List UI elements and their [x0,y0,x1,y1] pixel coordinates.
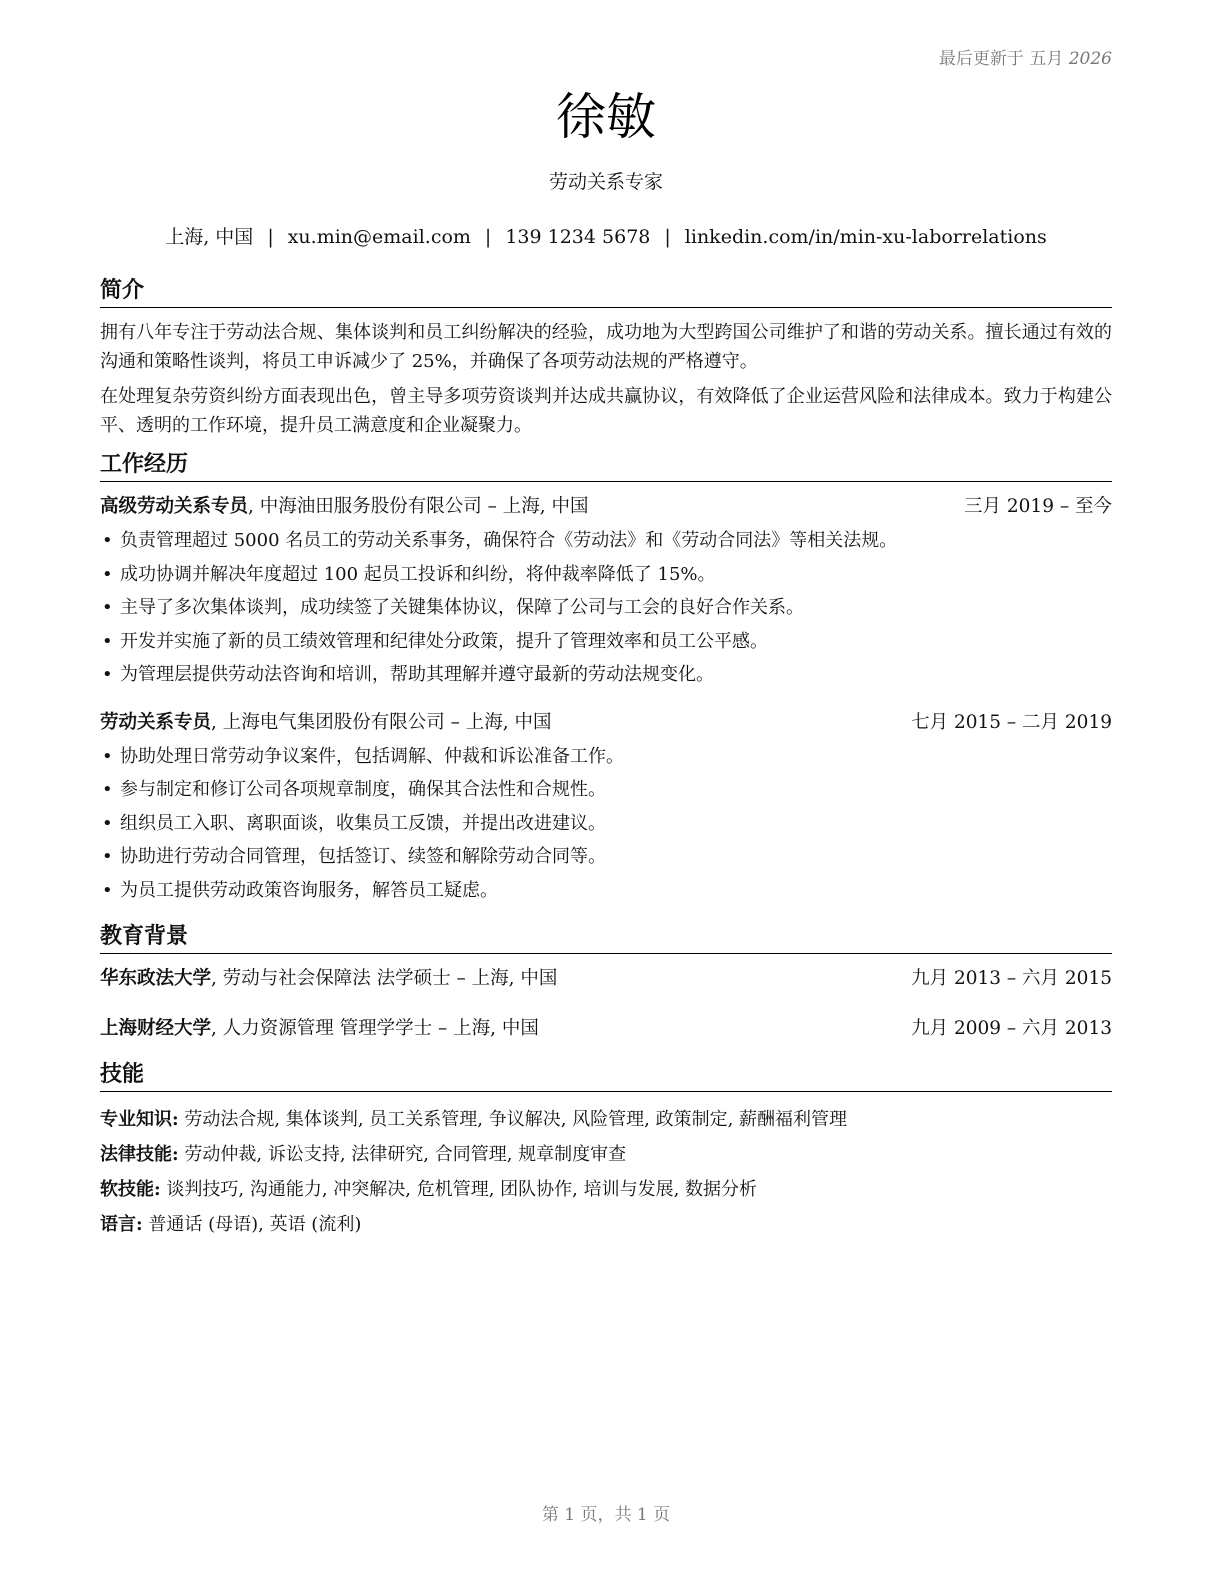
section-title-skills: 技能 [100,1060,1112,1092]
skill-line [100,1172,1112,1207]
updated-year: 2026 [1068,49,1112,69]
contact-linkedin[interactable]: linkedin.com/in/min-xu-laborrelations [684,226,1047,248]
updated-month: 五月 [1029,49,1064,69]
skill-value: 劳动仲裁, 诉讼支持, 法律研究, 合同管理, 规章制度审查 [178,1144,627,1165]
job-position: 劳动关系专员 [100,711,212,733]
contact-phone: 139 1234 5678 [505,226,651,248]
skill-label: 语言: [100,1214,143,1235]
education-school: 华东政法大学 [100,968,212,989]
summary-paragraph: 拥有八年专注于劳动法合规、集体谈判和员工纠纷解决的经验，成功地为大型跨国公司维护了和谐的劳动关系。擅长通过有效的沟通和策略性谈判，将员工申诉减少了 25%，并确保了各项劳动法规的严格遵守。 [100,322,1112,372]
skill-value: 普通话 (母语), 英语 (流利) [142,1214,362,1235]
skill-label: 法律技能: [100,1144,179,1165]
candidate-role: 劳动关系专家 [548,171,663,193]
education-entry [100,964,1112,994]
education-entry [100,1014,1112,1044]
job-bullet: • 组织员工入职、离职面谈，收集员工反馈，并提出改进建议。 [100,807,1112,841]
contact-separator: | [484,226,492,248]
section-title-education: 教育背景 [100,922,1112,954]
job-bullet: • 主导了多次集体谈判，成功续签了关键集体协议，保障了公司与工会的良好合作关系。 [100,591,1112,625]
job-bullets [100,524,1112,692]
education-section [100,922,1112,1064]
job-bullet: • 开发并实施了新的员工绩效管理和纪律处分政策，提升了管理效率和员工公平感。 [100,625,1112,659]
resume-page [100,0,1112,1584]
job-org: , 上海电气集团股份有限公司 – 上海, 中国 [211,711,552,733]
job-bullet: • 协助处理日常劳动争议案件，包括调解、仲裁和诉讼准备工作。 [100,740,1112,774]
job-bullet: • 成功协调并解决年度超过 100 起员工投诉和纠纷，将仲裁率降低了 15%。 [100,558,1112,592]
job-bullet: • 为管理层提供劳动法咨询和培训，帮助其理解并遵守最新的劳动法规变化。 [100,658,1112,692]
education-line [100,964,557,994]
job-dates: 三月 2019 – 至今 [964,496,1112,517]
page-number-footer: 第 1 页，共 1 页 [541,1505,671,1525]
job-bullet: • 负责管理超过 5000 名员工的劳动关系事务，确保符合《劳动法》和《劳动合同法》等相关法规。 [100,524,1112,558]
job-title-line [100,708,552,738]
job-org: , 中海油田服务股份有限公司 – 上海, 中国 [248,496,589,517]
job-header [100,708,1112,738]
section-title-summary: 简介 [100,276,1112,308]
education-detail: , 人力资源管理 管理学学士 – 上海, 中国 [211,1018,539,1039]
summary-paragraph: 在处理复杂劳资纠纷方面表现出色，曾主导多项劳资谈判并达成共赢协议，有效降低了企业运营风险和法律成本。致力于构建公平、透明的工作环境，提升员工满意度和企业凝聚力。 [100,386,1112,436]
job-bullet: • 为员工提供劳动政策咨询服务，解答员工疑虑。 [100,874,1112,908]
contact-separator: | [664,226,671,248]
job-header [100,492,1112,522]
job-title-line [100,492,589,522]
skill-label: 软技能: [100,1179,161,1200]
skills-section [100,1060,1112,1242]
last-updated [939,44,1112,69]
skill-line [100,1207,1112,1242]
section-title-experience: 工作经历 [100,450,1112,482]
summary-section [100,276,1112,446]
contact-separator: | [267,226,274,248]
contact-email[interactable]: xu.min@email.com [287,226,471,248]
education-line [100,1014,539,1044]
job-bullets [100,740,1112,908]
education-dates: 九月 2013 – 六月 2015 [911,968,1112,989]
skill-value: 劳动法合规, 集体谈判, 员工关系管理, 争议解决, 风险管理, 政策制定, 薪酬福利管理 [178,1109,848,1130]
job-entry [100,492,1112,692]
skill-value: 谈判技巧, 沟通能力, 冲突解决, 危机管理, 团队协作, 培训与发展, 数据分析 [160,1179,758,1200]
updated-prefix: 最后更新于 [938,49,1024,69]
education-dates: 九月 2009 – 六月 2013 [911,1018,1112,1039]
education-school: 上海财经大学 [100,1018,212,1039]
contact-line [100,222,1112,252]
skill-line [100,1137,1112,1172]
experience-section [100,450,1112,923]
job-entry [100,708,1112,908]
skill-line [100,1102,1112,1137]
job-bullet: • 参与制定和修订公司各项规章制度，确保其合法性和合规性。 [100,773,1112,807]
job-position: 高级劳动关系专员 [100,496,249,517]
contact-location: 上海, 中国 [165,226,254,248]
education-detail: , 劳动与社会保障法 法学硕士 – 上海, 中国 [211,968,558,989]
job-dates: 七月 2015 – 二月 2019 [911,711,1112,733]
job-bullet: • 协助进行劳动合同管理，包括签订、续签和解除劳动合同等。 [100,840,1112,874]
candidate-name: 徐敏 [556,88,656,146]
skill-label: 专业知识: [100,1109,179,1130]
